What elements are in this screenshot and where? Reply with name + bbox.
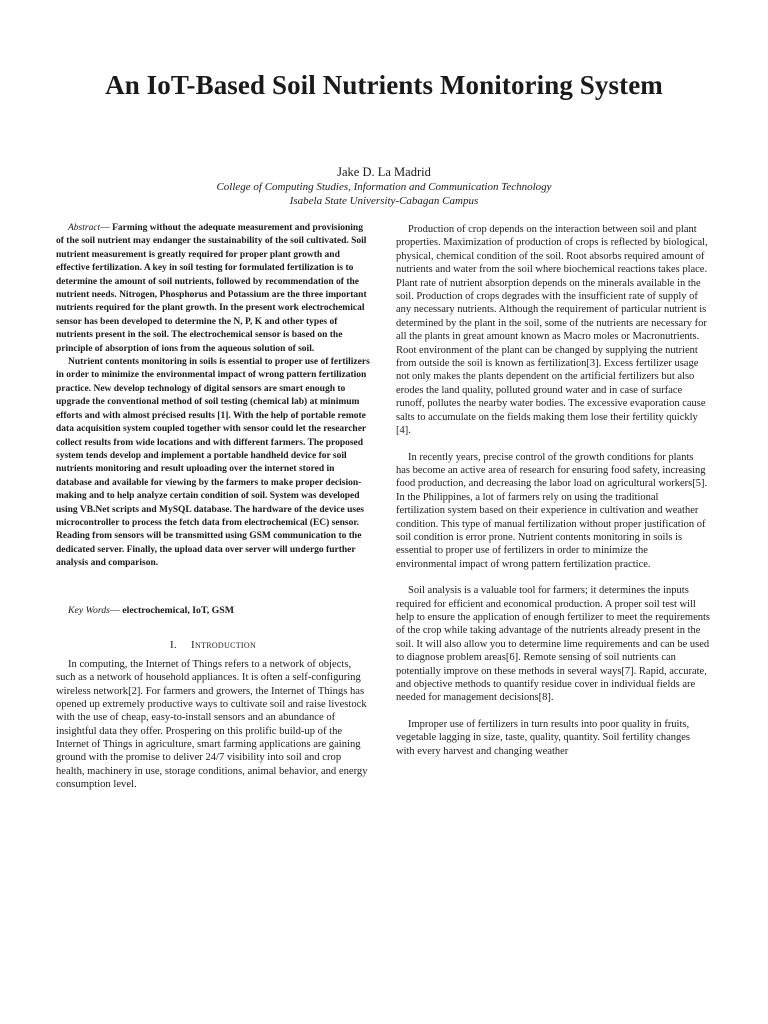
left-column [56, 222, 370, 791]
author-name: Jake D. La Madrid [337, 165, 431, 179]
abstract-text-1: Farming without the adequate measurement and provisioning of the soil nutrient may endanger the sustainability of the soil cultivated. Soil nutrient measurement is greatly required for proper plant growth and effective fertilization. A key in soil testing for formulated fertilization is to determine the amount of soil nutrients, followed by recommendation of the nutrient needs. Nitrogen, Phosphorus and Potassium are the three important nutrients required for the plant growth. In the present work electrochemical sensor has been developed to determine the N, P, K and other types of nutrients present in the soil. The electrochemical sensor is based on the principle of absorption of ions from the aqueous solution of soil. [56, 223, 367, 354]
body-paragraph-3: In the Philippines, a lot of farmers rely on using the traditional fertilization system based on their experience in cultivation and weather condition. This type of manual fertilization without proper justification of soil condition is error prone. Nutrient contents monitoring in soils is essential to proper use of fertilizers in order to minimize the environmental impact of wrong pattern fertilization practice. [396, 491, 706, 570]
affiliation-line-2: Isabela State University-Cabagan Campus [289, 195, 479, 207]
introduction-paragraph-1: In computing, the Internet of Things refers to a network of objects, such as a network of household appliances. It is often a self-configuring wireless network[2]. For farmers and growers, the Internet of Things has opened up extremely productive ways to cultivate soil and raise livestock with the use of cheap, easy-to-install sensors and an abundance of insightful data they offer. Prospering on this prolific build-up of the Internet of Things in agriculture, smart farming applications are gaining ground with the promise to deliver 24/7 visibility into soil and crop health, machinery in use, storage conditions, animal behavior, and energy consumption level. [56, 659, 368, 790]
abstract-dash: — [100, 223, 110, 233]
keywords-label: Key Words [68, 604, 110, 616]
body-paragraph-4: Soil analysis is a valuable tool for farmers; it determines the inputs required for efficient and economical production. A proper soil test will help to ensure the application of enough fertilizer to meet the requirements of the crop while taking advantage of the nutrients already present in the soil. It will also allow you to determine lime requirements and can be used to diagnose problem areas[6]. Remote sensing of soil nutrients can potentially improve on these methods in several ways[7]. Rapid, accurate, and objective methods to quantify residue cover in individual fields are needed for management decisions[8]. [396, 585, 711, 704]
section-title: Introduction [190, 638, 257, 651]
section-heading-introduction [56, 639, 370, 652]
author-block [0, 164, 768, 208]
right-column [396, 223, 710, 758]
keywords-text: electrochemical, IoT, GSM [119, 604, 234, 616]
abstract-paragraph-2: Nutrient contents monitoring in soils is essential to proper use of fertilizers in order to minimize the environmental impact of wrong pattern fertilization practice. New develop technology of digital sensors are smart enough to upgrade the conventional method of soil testing (chemical lab) at minimum efforts and with almost précised results [1]. With the help of portable remote data acquisition system coupled together with sensor could let the researcher collect results from wide locations and with different farmers. The proposed system tends develop and implement a portable handheld device for soil nutrients monitoring and result uploading over the internet stored in database and available for viewing by the farmers to make proper decision-making and to help analyze certain condition of soil. System was developed using VB.Net scripts and MySQL database. The hardware of the device uses microcontroller to process the fetch data from electrochemical (EC) sensor. Reading from sensors will be transmitted using GSM communication to the dedicated server. Finally, the upload data over server will undergo further analysis and comparison. [56, 357, 370, 569]
paper-title: An IoT-Based Soil Nutrients Monitoring System [105, 70, 663, 100]
keywords-dash: — [110, 604, 120, 616]
abstract-label: Abstract [68, 223, 101, 233]
affiliation-line-1: College of Computing Studies, Information and Communication Technology [216, 181, 552, 193]
body-paragraph-2: In recently years, precise control of the growth conditions for plants has become an active area of research for ensuring food safety, increasing food production, and decreasing the labor load on agricultural workers[5]. [396, 451, 708, 490]
keywords [56, 604, 370, 617]
abstract-paragraph-1 [56, 222, 370, 356]
body-paragraph-1: Production of crop depends on the interaction between soil and plant properties. Maximization of production of crops is reflected by biological, physical, chemical condition of the soil. Root absorbs required amount of nutrients and water from the soil where biochemical reactions takes place. Plant rate of nutrient absorption depends on the minerals available in the soil. Production of crops degrades with the insufficient rate of supply of any necessary nutrients. Although the requirement of particular nutrient is determined by the plant in the soil, some of the nutrients are necessary for all the plants in great amount known as Macro moles or Macronutrients. Root environment of the plant can be changed by supplying the nutrient from outside the soil is known as fertilization[3]. Excess fertilizer usage not only makes the plants dependent on the artificial fertilizers but also erodes the land quality, polluted ground water and in case of surface runoff, pollutes the nearby water bodies. The excessive evaporation cause salts to accumulate on the fields making them lose their fertility quickly [4]. [396, 224, 708, 437]
body-paragraph-5: Improper use of fertilizers in turn results into poor quality in fruits, vegetable lagging in size, taste, quality, quantity. Soil fertility changes with every harvest and changing weather [396, 718, 691, 757]
abstract [56, 222, 370, 571]
section-number: I. [169, 638, 177, 651]
